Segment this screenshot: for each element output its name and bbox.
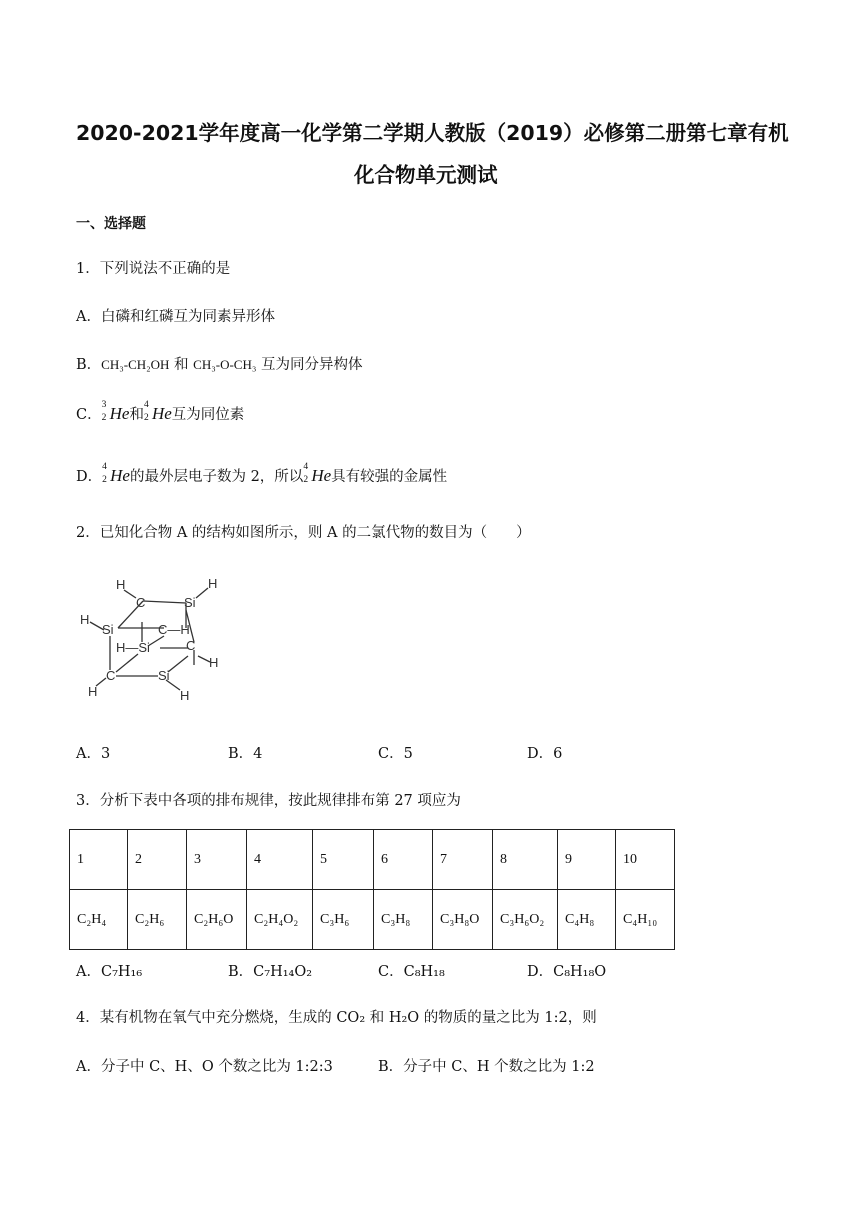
atom-c-1: C — [136, 595, 146, 610]
table-cell: 2 — [128, 830, 187, 890]
table-cell: C₂H₄ — [70, 890, 128, 950]
table-cell: 3 — [187, 830, 247, 890]
table-cell: 5 — [313, 830, 374, 890]
q1-b-and: 和 — [169, 357, 194, 373]
section-heading: 一、选择题 — [76, 216, 146, 232]
isotope-he3: 3 2 He — [101, 400, 130, 423]
q1-stem: 1．下列说法不正确的是 — [76, 261, 231, 277]
atom-h-4: H — [209, 655, 219, 670]
table-cell: C₃H₆ — [313, 890, 374, 950]
q4-option-a: A．分子中 C、H、O 个数之比为 1:2:3 — [76, 1059, 333, 1075]
q1-c-label: C． — [76, 407, 102, 423]
q2-option-d: D．6 — [527, 746, 563, 762]
table-cell: C₄H₈ — [558, 890, 616, 950]
table-cell: 4 — [247, 830, 313, 890]
q1-option-c — [76, 400, 245, 424]
isotope-he4: 4 2 He — [143, 400, 172, 423]
table-cell: 1 — [70, 830, 128, 890]
page-title-line1: 2020-2021学年度高一化学第二学期人教版（2019）必修第二册第七章有机 — [76, 121, 789, 145]
table-cell: 7 — [433, 830, 493, 890]
table-cell: C₂H₆ — [128, 890, 187, 950]
q2-option-a: A．3 — [76, 746, 111, 762]
atom-h-2: H — [208, 576, 218, 591]
table-row-formula — [70, 890, 675, 950]
atom-h-6: H — [180, 688, 190, 703]
table-cell: C₄H₁₀ — [616, 890, 675, 950]
q1-d-text: 的最外层电子数为 2，所以 — [129, 469, 304, 485]
sequence-table — [69, 829, 675, 950]
table-cell: C₃H₈O — [433, 890, 493, 950]
q1-b-formula-ether: CH₃-O-CH₃ — [193, 357, 257, 372]
q1-option-b — [76, 353, 363, 374]
table-cell: C₂H₄O₂ — [247, 890, 313, 950]
isotope-he4-d1: 4 2 He — [102, 462, 130, 485]
q1-option-d — [76, 462, 448, 486]
q3-option-a: A．C₇H₁₆ — [76, 964, 143, 980]
q1-option-a: A．白磷和红磷互为同素异形体 — [76, 309, 275, 325]
q1-b-formula-ethanol: CH₃-CH₂OH — [101, 357, 170, 372]
table-cell: 6 — [374, 830, 433, 890]
q1-c-text: 互为同位素 — [171, 407, 245, 423]
atom-ch-group: C—H — [158, 622, 190, 637]
table-cell: C₂H₆O — [187, 890, 247, 950]
q1-b-text: 互为同分异构体 — [256, 357, 363, 373]
table-cell: 10 — [616, 830, 675, 890]
q3-option-b: B．C₇H₁₄O₂ — [228, 964, 313, 980]
atom-c-2: C — [186, 638, 196, 653]
atom-h-5: H — [88, 684, 98, 699]
q2-option-c: C．5 — [378, 746, 413, 762]
atom-h-1: H — [116, 577, 126, 592]
q1-b-label: B． — [76, 357, 102, 373]
q1-c-and: 和 — [129, 407, 144, 423]
atom-hsi-group: H—Si — [116, 640, 150, 655]
page-title-line2: 化合物单元测试 — [354, 163, 498, 187]
table-cell: C₃H₈ — [374, 890, 433, 950]
isotope-he4-d2: 4 2 He — [303, 462, 332, 485]
atom-si-2: Si — [102, 622, 114, 637]
molecule-structure-diagram — [76, 570, 236, 705]
table-cell: 8 — [493, 830, 558, 890]
atom-si-3: Si — [158, 668, 170, 683]
q2-stem: 2．已知化合物 A 的结构如图所示，则 A 的二氯代物的数目为（ ） — [76, 525, 531, 541]
q1-d-text-end: 具有较强的金属性 — [331, 469, 448, 485]
q3-stem: 3．分析下表中各项的排布规律，按此规律排布第 27 项应为 — [76, 793, 461, 809]
atom-c-3: C — [106, 668, 116, 683]
table-cell: C₃H₆O₂ — [493, 890, 558, 950]
q1-d-label: D． — [76, 469, 103, 485]
table-row-index — [70, 830, 675, 890]
q2-option-b: B．4 — [228, 746, 263, 762]
q4-option-b: B．分子中 C、H 个数之比为 1:2 — [378, 1059, 595, 1075]
q4-stem: 4．某有机物在氧气中充分燃烧，生成的 CO₂ 和 H₂O 的物质的量之比为 1:2，则 — [76, 1010, 597, 1026]
q3-option-c: C．C₈H₁₈ — [378, 964, 445, 980]
q3-option-d: D．C₈H₁₈O — [527, 964, 607, 980]
atom-h-3: H — [80, 612, 90, 627]
table-cell: 9 — [558, 830, 616, 890]
atom-si-1: Si — [184, 595, 196, 610]
